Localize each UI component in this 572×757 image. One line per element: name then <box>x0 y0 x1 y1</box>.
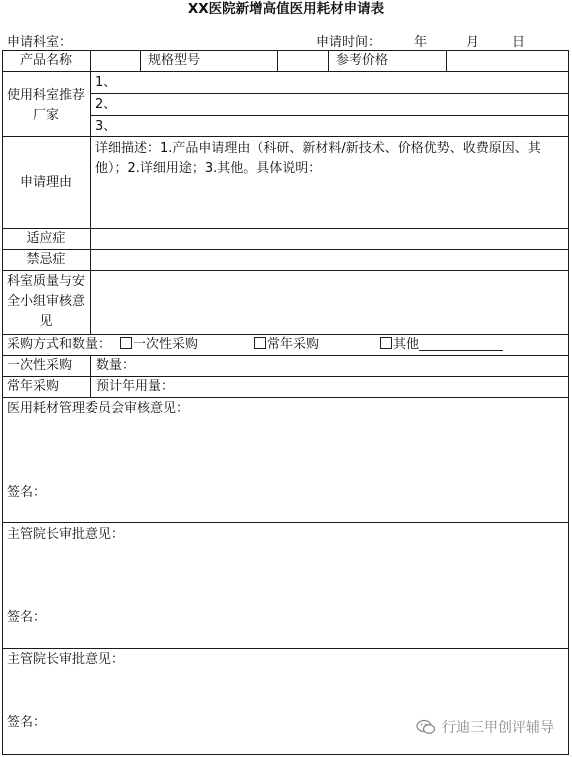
contraindication-label: 禁忌症 <box>26 252 66 267</box>
option-one-time[interactable]: 一次性采购 <box>120 336 198 353</box>
option-annual[interactable]: 常年采购 <box>254 336 319 353</box>
one-time-label: 一次性采购 <box>7 358 73 373</box>
vendor-item-1: 1、 <box>95 75 117 90</box>
month-label: 月 <box>466 35 480 50</box>
director2-sign: 签名： <box>7 715 47 730</box>
reason-label: 申请理由 <box>19 175 72 190</box>
wechat-icon <box>416 719 436 735</box>
reason-text: 详细描述：1.产品申请理由（科研、新材料/新技术、价格优势、收费原因、其他）；2.详细用途；3.其他。具体说明： <box>95 141 541 176</box>
option-other[interactable]: 其他 <box>380 336 503 353</box>
director2-label: 主管院长审批意见： <box>7 652 125 667</box>
quality-label: 科室质量与安全小组审核意见 <box>6 274 85 329</box>
price-label: 参考价格 <box>336 53 389 68</box>
director1-sign: 签名： <box>7 610 47 625</box>
watermark <box>416 717 554 737</box>
form-title: XX医院新增高值医用耗材申请表 <box>187 1 385 17</box>
annual-label: 常年采购 <box>7 379 60 394</box>
time-label: 申请时间： <box>316 35 382 50</box>
annual-qty-label: 预计年用量： <box>96 379 175 394</box>
vendor-item-2: 2、 <box>95 97 117 112</box>
other-blank-line[interactable] <box>419 337 503 351</box>
vendor-label: 使用科室推荐厂家 <box>6 88 85 123</box>
year-label: 年 <box>414 35 428 50</box>
spec-label: 规格型号 <box>148 53 201 68</box>
day-label: 日 <box>512 35 526 50</box>
committee-sign: 签名： <box>7 485 47 500</box>
vendor-item-3: 3、 <box>95 119 117 134</box>
director1-label: 主管院长审批意见： <box>7 527 125 542</box>
one-time-qty-label: 数量： <box>96 358 136 373</box>
product-name-label: 产品名称 <box>19 53 72 68</box>
indication-label: 适应症 <box>26 231 66 246</box>
dept-label: 申请科室： <box>7 35 73 50</box>
purchase-label: 采购方式和数量： <box>7 337 112 352</box>
committee-label: 医用耗材管理委员会审核意见： <box>7 401 190 416</box>
checkbox-icon[interactable] <box>254 337 266 349</box>
watermark-text: 行迪三甲创评辅导 <box>442 720 554 736</box>
checkbox-icon[interactable] <box>380 337 392 349</box>
checkbox-icon[interactable] <box>120 337 132 349</box>
